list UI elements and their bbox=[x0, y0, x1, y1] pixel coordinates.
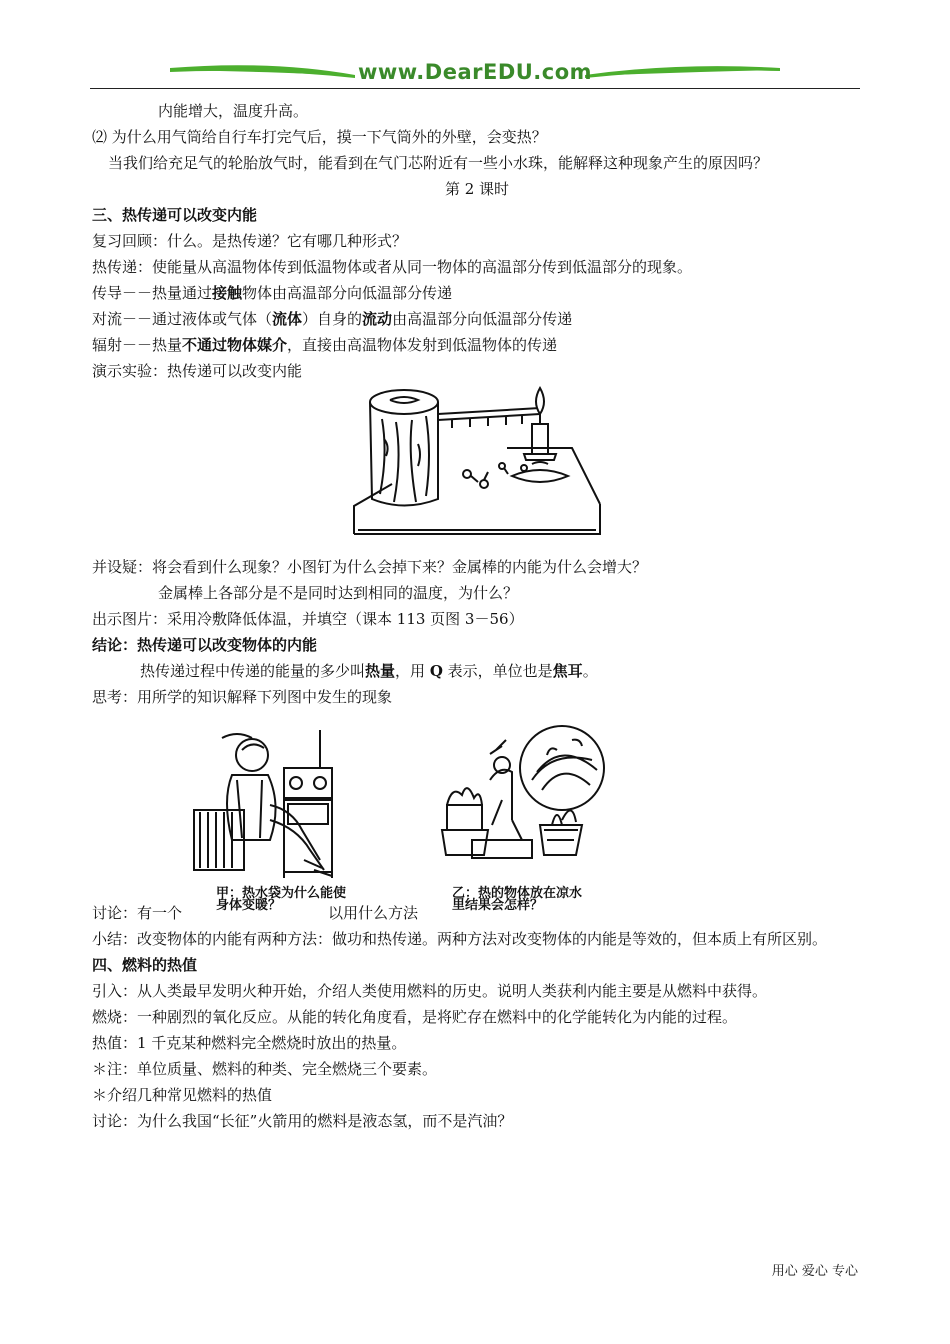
text-line bbox=[92, 900, 862, 926]
text-line: 复习回顾：什么。是热传递？它有哪几种形式？ bbox=[92, 232, 408, 250]
bold-term: 不通过物体媒介 bbox=[182, 336, 288, 354]
bold-term: 热量 bbox=[365, 662, 396, 680]
heat-conduction-illustration bbox=[92, 384, 862, 554]
text-run: 辐射－－热量 bbox=[92, 336, 183, 354]
text-run: 。 bbox=[582, 662, 598, 680]
text-line bbox=[92, 280, 862, 306]
bold-term: 焦耳 bbox=[552, 662, 583, 680]
document-body bbox=[92, 98, 862, 1134]
caption-yi-line2: 里结果会怎样？ bbox=[452, 898, 544, 913]
text-line: 并设疑：将会看到什么现象？小图钉为什么会掉下来？金属棒的内能为什么会增大？ bbox=[92, 558, 648, 576]
text-run: 物体由高温部分向低温部分传递 bbox=[242, 284, 453, 302]
site-brand: www.DearEDU.com bbox=[357, 60, 593, 84]
text-line bbox=[92, 658, 862, 684]
text-line bbox=[92, 306, 862, 332]
page-header bbox=[90, 58, 860, 92]
text-run: 以用什么方法 bbox=[328, 904, 419, 922]
text-line: ＊介绍几种常见燃料的热值 bbox=[92, 1086, 273, 1104]
text-run: 由高温部分向低温部分传递 bbox=[392, 310, 573, 328]
thinking-illustrations bbox=[92, 710, 862, 900]
bold-term: 流动 bbox=[362, 310, 393, 328]
text-line: 当我们给充足气的轮胎放气时，能看到在气门芯附近有一些小水珠，能解释这种现象产生的原因吗？ bbox=[108, 154, 769, 172]
text-line: 内能增大，温度升高。 bbox=[158, 102, 309, 120]
people-heat-scenes-icon bbox=[92, 710, 862, 900]
text-line: 热值：1 千克某种燃料完全燃烧时放出的热量。 bbox=[92, 1034, 407, 1052]
text-run: ，用 bbox=[395, 662, 430, 680]
text-line: 引入：从人类最早发明火种开始，介绍人类使用燃料的历史。说明人类获利内能主要是从燃料中获得。 bbox=[92, 982, 768, 1000]
header-rule bbox=[90, 88, 860, 89]
text-line: 演示实验：热传递可以改变内能 bbox=[92, 362, 303, 380]
section-heading: 四、燃料的热值 bbox=[92, 956, 198, 974]
bold-term: 接触 bbox=[212, 284, 243, 302]
bold-term: Q bbox=[429, 662, 443, 680]
text-run: ）自身的 bbox=[302, 310, 363, 328]
bold-term: 流体 bbox=[272, 310, 303, 328]
text-run: ，直接由高温物体发射到低温物体的传递 bbox=[287, 336, 558, 354]
summary-paragraph: 小结：改变物体的内能有两种方法：做功和热传递。两种方法对改变物体的内能是等效的，但本质上有所区别。 bbox=[92, 930, 828, 948]
text-line bbox=[92, 332, 862, 358]
text-run: 表示，单位也是 bbox=[442, 662, 553, 680]
conclusion-heading: 结论：热传递可以改变物体的内能 bbox=[92, 636, 318, 654]
text-line: 燃烧：一种剧烈的氧化反应。从能的转化角度看，是将贮存在燃料中的化学能转化为内能的过程。 bbox=[92, 1008, 738, 1026]
text-line: ＊注：单位质量、燃料的种类、完全燃烧三个要素。 bbox=[92, 1060, 438, 1078]
text-run: 讨论：有一个 bbox=[92, 904, 183, 922]
page-footer: 用心 爱心 专心 bbox=[771, 1264, 858, 1279]
text-run: 对流－－通过液体或气体（ bbox=[92, 310, 273, 328]
text-line: 出示图片：采用冷敷降低体温，并填空（课本 113 页图 3－56） bbox=[92, 610, 524, 628]
caption-line: 甲：热水袋为什么能使 bbox=[216, 886, 347, 901]
text-line: 热传递：使能量从高温物体传到低温物体或者从同一物体的高温部分传到低温部分的现象。 bbox=[92, 258, 693, 276]
text-line: 讨论：为什么我国“长征”火箭用的燃料是液态氢，而不是汽油？ bbox=[92, 1112, 513, 1130]
wood-block-candle-icon bbox=[92, 384, 862, 554]
text-line: ⑵ 为什么用气筒给自行车打完气后，摸一下气筒外的外壁，会变热？ bbox=[92, 128, 547, 146]
caption-jia-line2: 身体变暖？ bbox=[216, 898, 282, 913]
text-run: 热传递过程中传递的能量的多少叫 bbox=[140, 662, 366, 680]
lesson-subtitle: 第 2 课时 bbox=[444, 180, 510, 198]
text-line: 思考：用所学的知识解释下列图中发生的现象 bbox=[92, 688, 393, 706]
text-run: 传导－－热量通过 bbox=[92, 284, 213, 302]
caption-line: 乙：热的物体放在凉水 bbox=[452, 886, 583, 901]
section-heading: 三、热传递可以改变内能 bbox=[92, 206, 258, 224]
text-line: 金属棒上各部分是不是同时达到相同的温度，为什么？ bbox=[158, 584, 519, 602]
